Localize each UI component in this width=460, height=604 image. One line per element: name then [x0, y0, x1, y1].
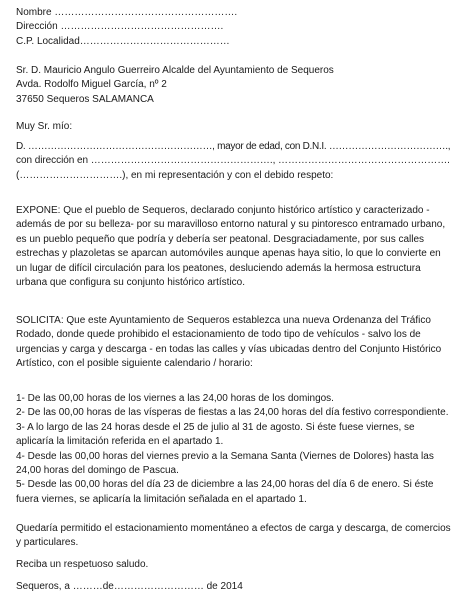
sender-name: Nombre ………………………………………………. [16, 7, 238, 18]
expone-line: un lugar de difícil circulación para los peatones, desluciendo además la hermosa estructura [16, 262, 421, 274]
intro-line-2: con dirección en ………………………………………………., ……………………………………………. [16, 155, 450, 167]
schedule-list [16, 392, 452, 507]
date-line: Sequeros, a ………de……………………… de 2014 [16, 581, 243, 592]
intro-block [16, 140, 452, 183]
solicita-line: Rodado, donde quede prohibido el estacionamiento de todo tipo de vehículos - salvo los de [16, 329, 421, 341]
expone-line: estrechas y plazoletas se aparcan automóviles aunque apenas haya sitio, lo que lo convierte en [16, 248, 441, 260]
schedule-item: 2- De las 00,00 horas de las vísperas de fiestas a las 24,00 horas del día festivo correspondiente. [16, 407, 449, 419]
schedule-item: 3- A lo largo de las 24 horas desde el 25 de julio al 31 de agosto. Si éste fuese viernes, se [16, 421, 415, 433]
solicita-line: urgencias y carga y descarga - en todas las calles y vías ubicadas dentro del Conjunto Histórico [16, 343, 442, 355]
recipient-block [16, 64, 452, 107]
intro-line-1: D. …………………………………………………, mayor de edad, con D.N.I. ………………………………., [16, 141, 451, 152]
recipient-line-3: 37650 Sequeros SALAMANCA [16, 93, 154, 105]
solicita-line: SOLICITA: Que este Ayuntamiento de Sequeros establezca una nueva Ordenanza del Tráfico [16, 315, 431, 326]
sender-postal: C.P. Localidad……………………………………… [16, 35, 230, 47]
recipient-line-1: Sr. D. Mauricio Angulo Guerreiro Alcalde del Ayuntamiento de Sequeros [16, 65, 334, 76]
solicita-paragraph [16, 314, 452, 372]
schedule-item: 4- Desde las 00,00 horas del viernes previo a la Semana Santa (Viernes de Dolores) hasta las [16, 450, 434, 462]
salutation: Muy Sr. mío: [16, 121, 73, 132]
closing: Reciba un respetuoso saludo. [16, 559, 149, 570]
schedule-item: 1- De las 00,00 horas de los viernes a las 24,00 horas de los domingos. [16, 393, 334, 404]
sender-address: Dirección …………………………………………. [16, 21, 224, 33]
expone-line: además de por su belleza- por su maravilloso entorno natural y su pintoresco entramado urbano, [16, 219, 446, 231]
schedule-item: fuera viernes, se aplicaría la limitación señalada en el apartado 1. [16, 493, 307, 505]
expone-line: es un pueblo pequeño que podría y debería ser peatonal. Desgraciadamente, por sus calles [16, 233, 425, 245]
schedule-item: aplicaría la limitación referida en el apartado 1. [16, 436, 224, 448]
permitted-line: Quedaría permitido el estacionamiento momentáneo a efectos de carga y descarga, de comercios [16, 523, 451, 534]
expone-paragraph [16, 204, 452, 290]
schedule-item: 5- Desde las 00,00 horas del día 23 de diciembre a las 24,00 horas del día 6 de enero. Si éste [16, 479, 434, 491]
schedule-item: 24,00 horas del domingo de Pascua. [16, 465, 179, 477]
recipient-line-2: Avda. Rodolfo Miguel García, nº 2 [16, 79, 167, 91]
permitted-paragraph [16, 522, 452, 551]
expone-line: EXPONE: Que el pueblo de Sequeros, declarado conjunto histórico artístico y caracterizado - [16, 205, 430, 216]
expone-line: urbana que configura su conjunto histórico artístico. [16, 277, 246, 289]
sender-block [16, 6, 452, 49]
intro-line-3: (………………………….), en mi representación y con el debido respeto: [16, 169, 334, 181]
solicita-line: Artístico, con el posible siguiente calendario / horario: [16, 358, 253, 370]
permitted-line: y particulares. [16, 537, 79, 549]
